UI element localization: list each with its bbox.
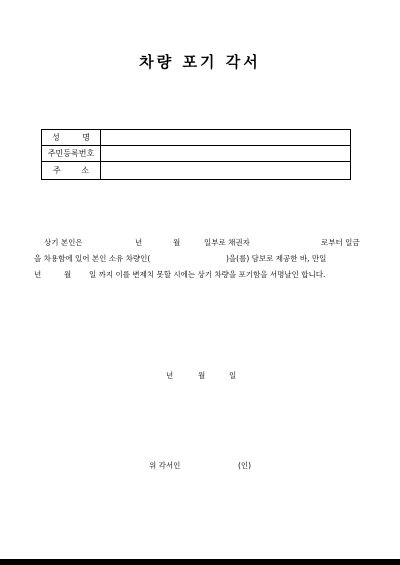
body-l2-text2: )을(를) 담보로 제공한 바, 만일: [226, 254, 327, 263]
date-month-label: 월: [198, 371, 206, 380]
body-l1-text3: 로부터 일금: [321, 238, 360, 247]
body-l3-text: 일 까지 이를 변제치 못할 시에는 상기 차량을 포기함을 서명날인 합니다.: [89, 270, 326, 279]
address-value-cell[interactable]: [101, 162, 351, 180]
id-number-label: 주민등록번호: [42, 146, 101, 162]
name-label-char2: 명: [82, 133, 90, 142]
address-label-cell: [42, 162, 101, 180]
body-l1-text1: 상기 본인은: [44, 238, 83, 247]
name-label-cell: [42, 130, 101, 146]
body-line-2: [34, 251, 368, 267]
signer-label: 위 각서인: [149, 461, 181, 470]
body-l2-text1: 을 차용함에 있어 본인 소유 차량인(: [34, 254, 151, 263]
seal-mark: (인): [238, 461, 252, 470]
body-l1-text2: 일부로 채권자: [204, 238, 250, 247]
document-title: 차량 포기 각서: [139, 53, 261, 71]
id-number-value-cell[interactable]: [101, 146, 351, 162]
address-label-char2: 소: [81, 166, 89, 175]
body-l3-month: 월: [64, 270, 72, 279]
body-l3-year: 년: [34, 270, 42, 279]
pledge-body: [34, 235, 368, 283]
body-l1-month: 월: [173, 238, 181, 247]
address-label-char1: 주: [53, 166, 61, 175]
page-bottom-rule: [0, 559, 400, 565]
date-day-label: 일: [229, 371, 237, 380]
name-value-cell[interactable]: [101, 130, 351, 146]
body-line-1: [34, 235, 368, 251]
name-label-char1: 성: [52, 133, 60, 142]
body-l1-year: 년: [135, 238, 143, 247]
date-year-label: 년: [166, 371, 174, 380]
personal-info-table: [41, 129, 351, 180]
body-line-3: [34, 267, 368, 283]
